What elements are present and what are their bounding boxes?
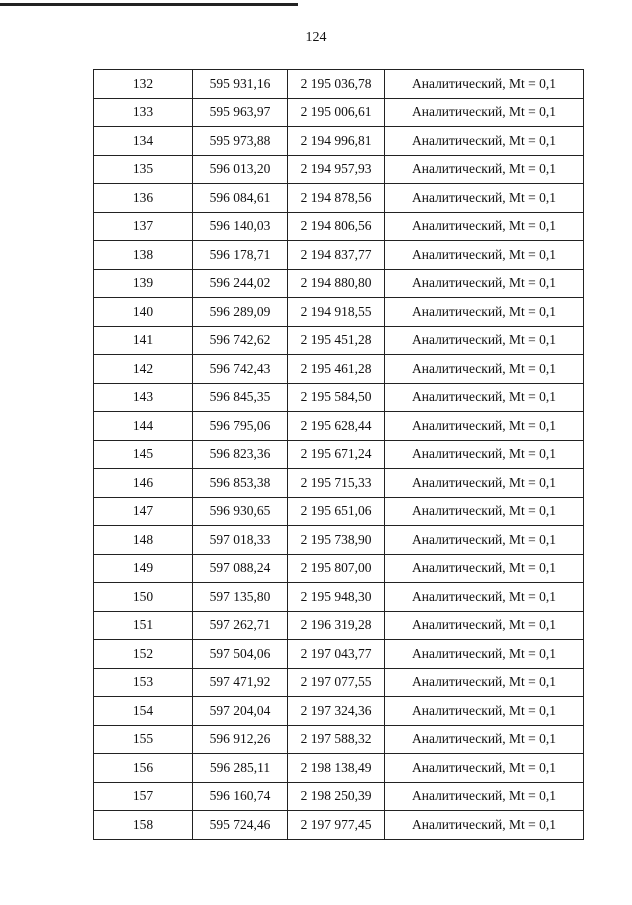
method-cell: Аналитический, Mt = 0,1 — [385, 640, 584, 669]
point-number-cell: 147 — [94, 497, 193, 526]
x-coordinate-cell: 596 742,62 — [193, 326, 288, 355]
y-coordinate-cell: 2 195 006,61 — [288, 98, 385, 127]
table-row — [94, 497, 584, 526]
point-number-cell: 148 — [94, 526, 193, 555]
y-coordinate-cell: 2 197 077,55 — [288, 668, 385, 697]
y-coordinate-cell: 2 194 996,81 — [288, 127, 385, 156]
x-coordinate-cell: 597 018,33 — [193, 526, 288, 555]
method-cell: Аналитический, Mt = 0,1 — [385, 611, 584, 640]
x-coordinate-cell: 597 471,92 — [193, 668, 288, 697]
point-number-cell: 144 — [94, 412, 193, 441]
method-cell: Аналитический, Mt = 0,1 — [385, 526, 584, 555]
method-cell: Аналитический, Mt = 0,1 — [385, 754, 584, 783]
x-coordinate-cell: 596 853,38 — [193, 469, 288, 498]
point-number-cell: 139 — [94, 269, 193, 298]
table-row — [94, 469, 584, 498]
method-cell: Аналитический, Mt = 0,1 — [385, 155, 584, 184]
point-number-cell: 156 — [94, 754, 193, 783]
point-number-cell: 133 — [94, 98, 193, 127]
table-row — [94, 754, 584, 783]
table-row — [94, 697, 584, 726]
point-number-cell: 157 — [94, 782, 193, 811]
method-cell: Аналитический, Mt = 0,1 — [385, 412, 584, 441]
method-cell: Аналитический, Mt = 0,1 — [385, 184, 584, 213]
y-coordinate-cell: 2 197 977,45 — [288, 811, 385, 840]
coordinates-table-body — [94, 70, 584, 840]
method-cell: Аналитический, Mt = 0,1 — [385, 212, 584, 241]
table-row — [94, 611, 584, 640]
table-row — [94, 782, 584, 811]
x-coordinate-cell: 595 724,46 — [193, 811, 288, 840]
table-row — [94, 184, 584, 213]
point-number-cell: 154 — [94, 697, 193, 726]
x-coordinate-cell: 596 912,26 — [193, 725, 288, 754]
point-number-cell: 151 — [94, 611, 193, 640]
x-coordinate-cell: 596 285,11 — [193, 754, 288, 783]
point-number-cell: 152 — [94, 640, 193, 669]
x-coordinate-cell: 596 742,43 — [193, 355, 288, 384]
method-cell: Аналитический, Mt = 0,1 — [385, 383, 584, 412]
method-cell: Аналитический, Mt = 0,1 — [385, 697, 584, 726]
y-coordinate-cell: 2 196 319,28 — [288, 611, 385, 640]
method-cell: Аналитический, Mt = 0,1 — [385, 811, 584, 840]
method-cell: Аналитический, Mt = 0,1 — [385, 98, 584, 127]
method-cell: Аналитический, Mt = 0,1 — [385, 269, 584, 298]
point-number-cell: 135 — [94, 155, 193, 184]
y-coordinate-cell: 2 194 880,80 — [288, 269, 385, 298]
table-row — [94, 326, 584, 355]
header-rule — [0, 3, 298, 6]
y-coordinate-cell: 2 197 043,77 — [288, 640, 385, 669]
point-number-cell: 150 — [94, 583, 193, 612]
method-cell: Аналитический, Mt = 0,1 — [385, 355, 584, 384]
y-coordinate-cell: 2 198 250,39 — [288, 782, 385, 811]
table-row — [94, 212, 584, 241]
y-coordinate-cell: 2 197 588,32 — [288, 725, 385, 754]
page-number: 124 — [305, 30, 327, 45]
table-row — [94, 725, 584, 754]
y-coordinate-cell: 2 195 671,24 — [288, 440, 385, 469]
point-number-cell: 143 — [94, 383, 193, 412]
point-number-cell: 132 — [94, 70, 193, 99]
table-row — [94, 98, 584, 127]
x-coordinate-cell: 595 931,16 — [193, 70, 288, 99]
table-row — [94, 668, 584, 697]
y-coordinate-cell: 2 198 138,49 — [288, 754, 385, 783]
point-number-cell: 137 — [94, 212, 193, 241]
y-coordinate-cell: 2 195 584,50 — [288, 383, 385, 412]
point-number-cell: 146 — [94, 469, 193, 498]
x-coordinate-cell: 595 963,97 — [193, 98, 288, 127]
point-number-cell: 155 — [94, 725, 193, 754]
method-cell: Аналитический, Mt = 0,1 — [385, 241, 584, 270]
point-number-cell: 141 — [94, 326, 193, 355]
table-row — [94, 412, 584, 441]
table-row — [94, 269, 584, 298]
table-row — [94, 155, 584, 184]
y-coordinate-cell: 2 194 918,55 — [288, 298, 385, 327]
table-row — [94, 355, 584, 384]
x-coordinate-cell: 597 135,80 — [193, 583, 288, 612]
x-coordinate-cell: 596 140,03 — [193, 212, 288, 241]
point-number-cell: 145 — [94, 440, 193, 469]
x-coordinate-cell: 596 823,36 — [193, 440, 288, 469]
table-row — [94, 298, 584, 327]
table-row — [94, 127, 584, 156]
x-coordinate-cell: 596 178,71 — [193, 241, 288, 270]
x-coordinate-cell: 597 204,04 — [193, 697, 288, 726]
y-coordinate-cell: 2 195 715,33 — [288, 469, 385, 498]
y-coordinate-cell: 2 194 957,93 — [288, 155, 385, 184]
method-cell: Аналитический, Mt = 0,1 — [385, 668, 584, 697]
y-coordinate-cell: 2 194 878,56 — [288, 184, 385, 213]
table-row — [94, 640, 584, 669]
method-cell: Аналитический, Mt = 0,1 — [385, 298, 584, 327]
x-coordinate-cell: 596 930,65 — [193, 497, 288, 526]
x-coordinate-cell: 596 160,74 — [193, 782, 288, 811]
point-number-cell: 142 — [94, 355, 193, 384]
point-number-cell: 149 — [94, 554, 193, 583]
y-coordinate-cell: 2 195 738,90 — [288, 526, 385, 555]
y-coordinate-cell: 2 195 948,30 — [288, 583, 385, 612]
x-coordinate-cell: 596 289,09 — [193, 298, 288, 327]
x-coordinate-cell: 596 244,02 — [193, 269, 288, 298]
method-cell: Аналитический, Mt = 0,1 — [385, 326, 584, 355]
y-coordinate-cell: 2 195 461,28 — [288, 355, 385, 384]
table-row — [94, 70, 584, 99]
point-number-cell: 138 — [94, 241, 193, 270]
x-coordinate-cell: 596 013,20 — [193, 155, 288, 184]
point-number-cell: 134 — [94, 127, 193, 156]
coordinates-table — [93, 69, 584, 840]
x-coordinate-cell: 595 973,88 — [193, 127, 288, 156]
x-coordinate-cell: 597 504,06 — [193, 640, 288, 669]
table-row — [94, 811, 584, 840]
y-coordinate-cell: 2 195 451,28 — [288, 326, 385, 355]
y-coordinate-cell: 2 194 806,56 — [288, 212, 385, 241]
method-cell: Аналитический, Mt = 0,1 — [385, 725, 584, 754]
table-row — [94, 440, 584, 469]
x-coordinate-cell: 597 262,71 — [193, 611, 288, 640]
table-row — [94, 526, 584, 555]
x-coordinate-cell: 596 795,06 — [193, 412, 288, 441]
y-coordinate-cell: 2 195 807,00 — [288, 554, 385, 583]
table-row — [94, 583, 584, 612]
y-coordinate-cell: 2 195 036,78 — [288, 70, 385, 99]
method-cell: Аналитический, Mt = 0,1 — [385, 70, 584, 99]
point-number-cell: 136 — [94, 184, 193, 213]
table-row — [94, 383, 584, 412]
point-number-cell: 158 — [94, 811, 193, 840]
y-coordinate-cell: 2 194 837,77 — [288, 241, 385, 270]
method-cell: Аналитический, Mt = 0,1 — [385, 583, 584, 612]
method-cell: Аналитический, Mt = 0,1 — [385, 469, 584, 498]
table-row — [94, 554, 584, 583]
x-coordinate-cell: 596 084,61 — [193, 184, 288, 213]
y-coordinate-cell: 2 195 651,06 — [288, 497, 385, 526]
point-number-cell: 140 — [94, 298, 193, 327]
y-coordinate-cell: 2 197 324,36 — [288, 697, 385, 726]
method-cell: Аналитический, Mt = 0,1 — [385, 497, 584, 526]
x-coordinate-cell: 596 845,35 — [193, 383, 288, 412]
x-coordinate-cell: 597 088,24 — [193, 554, 288, 583]
method-cell: Аналитический, Mt = 0,1 — [385, 554, 584, 583]
method-cell: Аналитический, Mt = 0,1 — [385, 782, 584, 811]
y-coordinate-cell: 2 195 628,44 — [288, 412, 385, 441]
method-cell: Аналитический, Mt = 0,1 — [385, 440, 584, 469]
method-cell: Аналитический, Mt = 0,1 — [385, 127, 584, 156]
point-number-cell: 153 — [94, 668, 193, 697]
table-row — [94, 241, 584, 270]
